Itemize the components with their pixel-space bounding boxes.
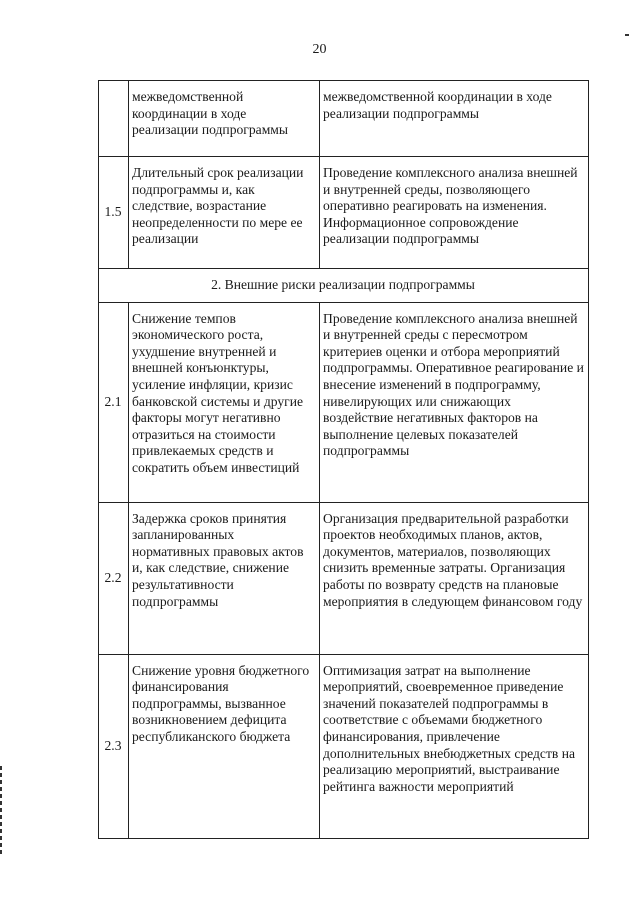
section-header-row: [99, 269, 589, 303]
risks-table: [98, 80, 589, 839]
table-row: [99, 302, 589, 502]
scan-edge-mark: [0, 766, 2, 856]
mitigation-measures: Проведение комплексного анализа внешней и внутренней среды, позволяющего оперативно реагировать на изменения. Информационное сопровождение реализации подпрограммы: [320, 157, 589, 269]
row-number: 2.1: [99, 302, 129, 502]
table-row: [99, 654, 589, 838]
row-number: 2.2: [99, 502, 129, 654]
table-row: [99, 502, 589, 654]
risk-description: Снижение темпов экономического роста, ухудшение внутренней и внешней конъюнктуры, усиление инфляции, кризис банковской системы и другие факторы могут негативно отразиться на стоимости привлекаемых средств и сократить объем инвестиций: [129, 302, 320, 502]
row-number: 1.5: [99, 157, 129, 269]
risk-description: Длительный срок реализации подпрограммы и, как следствие, возрастание неопределенности по мере ее реализации: [129, 157, 320, 269]
risk-description: межведомственной координации в ходе реализации подпрограммы: [129, 81, 320, 157]
table-row: [99, 157, 589, 269]
scan-mark: [625, 34, 629, 36]
row-number: [99, 81, 129, 157]
risk-description: Задержка сроков принятия запланированных нормативных правовых актов и, как следствие, снижение результативности подпрограммы: [129, 502, 320, 654]
mitigation-measures: Оптимизация затрат на выполнение мероприятий, своевременное приведение значений показателей подпрограммы в соответствие с объемами бюджетного финансирования, привлечение дополнительных внебюджетных средств на реализацию мероприятий, выстраивание рейтинга важности мероприятий: [320, 654, 589, 838]
table-row: [99, 81, 589, 157]
page-number: 20: [312, 42, 327, 57]
mitigation-measures: Организация предварительной разработки проектов необходимых планов, актов, документов, материалов, позволяющих снизить временные затраты. Организация работы по возврату средств на плановые мероприятия в следующем финансовом году: [320, 502, 589, 654]
mitigation-measures: Проведение комплексного анализа внешней и внутренней среды с пересмотром критериев оценки и отбора мероприятий подпрограммы. Оперативное реагирование и внесение изменений в подпрограмму, нивелирующих или снижающих воздействие негативных факторов на выполнение целевых показателей подпрограммы: [320, 302, 589, 502]
risk-description: Снижение уровня бюджетного финансирования подпрограммы, вызванное возникновением дефицита республиканского бюджета: [129, 654, 320, 838]
row-number: 2.3: [99, 654, 129, 838]
mitigation-measures: межведомственной координации в ходе реализации подпрограммы: [320, 81, 589, 157]
section-title: 2. Внешние риски реализации подпрограммы: [99, 269, 589, 303]
